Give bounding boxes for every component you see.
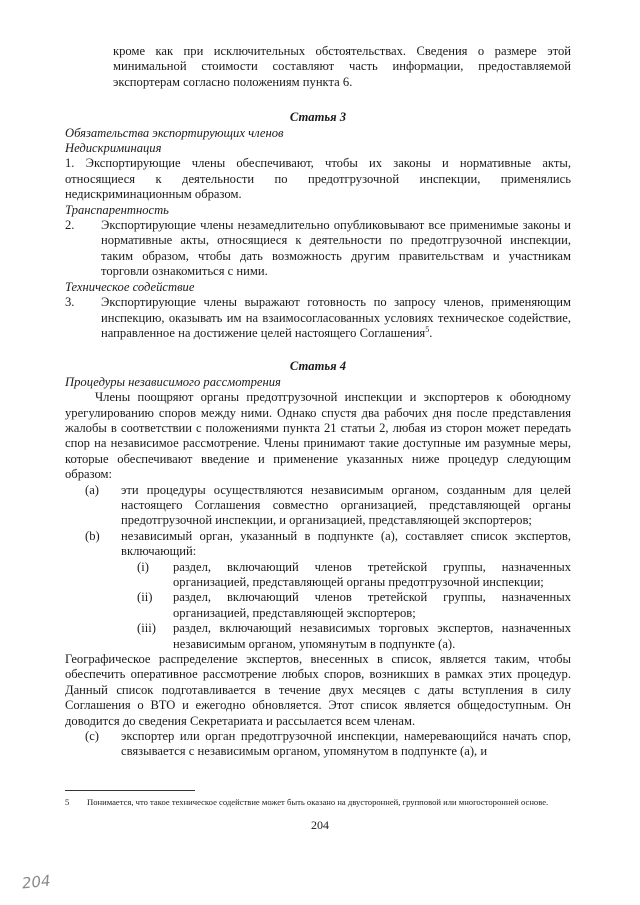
geographic-distribution-paragraph: Географическое распределение экспертов, внесенных в список, является таким, чтобы обеспечить оперативное рассмотрение любых споров, возникших в рамках этих процедур. Данный список подготавливается в течение двух месяцев с даты вступления в силу Соглашения о ВТО и ежегодно обновляется. Этот список является общедоступным. Он доводится до сведения Секретариата и рассылается всем членам. bbox=[65, 652, 571, 728]
article-4-intro: Члены поощряют органы предотгрузочной инспекции и экспортеров к обоюдному урегулированию споров между ними. Однако спустя два рабочих дня после представления жалобы в соответствии с положениями пункта 21 статьи 2, любая из сторон может передать спор на независимое рассмотрение. Члены принимают такие доступные им разумные меры, которые обеспечивают введение и применение указанных ниже процедур следующим образом: bbox=[65, 390, 571, 482]
item-text: эти процедуры осуществляются независимым органом, созданным для целей настоящего Соглашения совместно организацией, представляющей органы предотгрузочной инспекции, и организацией, представляющей экспортеров; bbox=[121, 482, 571, 528]
item-label: (b) bbox=[85, 528, 100, 543]
section-heading-technical-assistance: Техническое содействие bbox=[65, 279, 195, 294]
article-3-title: Статья 3 bbox=[289, 110, 347, 125]
item-c bbox=[85, 729, 571, 760]
item-text: раздел, включающий членов третейской группы, назначенных организацией, представляющей экспортеров; bbox=[173, 590, 571, 620]
section-heading-nondiscrimination: Недискриминация bbox=[65, 141, 162, 156]
section-heading-transparency: Транспарентность bbox=[65, 202, 169, 217]
footnote-number: 5 bbox=[65, 796, 70, 807]
continued-paragraph: кроме как при исключительных обстоятельствах. Сведения о размере этой минимальной стоимости составляют часть информации, предоставляемой экспортерам согласно положениям пункта 6. bbox=[113, 44, 571, 89]
footnote-text: Понимается, что такое техническое содействие может быть оказано на двусторонней, групповой или многосторонней основе. bbox=[87, 796, 549, 807]
paragraph-3-1: 1. Экспортирующие члены обеспечивают, чтобы их законы и нормативные акты, относящиеся к деятельности по предотгрузочной инспекции, применялись недискриминационным образом. bbox=[65, 156, 571, 202]
item-b bbox=[85, 529, 571, 560]
item-label: (ii) bbox=[137, 590, 153, 605]
paragraph-text: Экспортирующие члены незамедлительно опубликовывают все применимые законы и нормативные акты, относящиеся к деятельности по предотгрузочной инспекции, таким образом, чтобы дать возможность другим правительствам и участникам торговли ознакомиться с ними. bbox=[101, 218, 571, 279]
page-number: 204 bbox=[311, 818, 329, 832]
paragraph-body: Экспортирующие члены выражают готовность по запросу членов, применяющим инспекцию, оказывать им на взаимосогласованных условиях техническое содействие, направленное на достижение целей настоящего Соглашения bbox=[101, 295, 571, 340]
article-3-subtitle: Обязательства экспортирующих членов bbox=[65, 125, 284, 140]
footnote-divider bbox=[65, 790, 195, 791]
article-4-title: Статья 4 bbox=[289, 359, 347, 374]
item-text: экспортер или орган предотгрузочной инспекции, намеревающийся начать спор, связывается с независимым органом, упомянутом в подпункте (a), и bbox=[121, 729, 571, 759]
item-b-iii bbox=[137, 621, 571, 652]
item-label: (c) bbox=[85, 729, 99, 744]
paragraph-3-2 bbox=[65, 218, 571, 280]
article-4-subtitle: Процедуры независимого рассмотрения bbox=[65, 374, 281, 389]
paragraph-text bbox=[101, 295, 571, 341]
item-b-i bbox=[137, 560, 571, 591]
paragraph-number: 3. bbox=[65, 295, 75, 310]
footnote bbox=[65, 797, 571, 808]
paragraph-number: 2. bbox=[65, 218, 75, 233]
item-label: (i) bbox=[137, 559, 149, 574]
item-label: (iii) bbox=[137, 621, 156, 636]
footnote-ref[interactable]: 5 bbox=[425, 324, 430, 334]
item-text: раздел, включающий независимых торговых экспертов, назначенных независимым органом, упомянутым в подпункте (a). bbox=[173, 621, 571, 651]
item-label: (a) bbox=[85, 482, 99, 497]
page-content bbox=[65, 44, 571, 808]
item-text: раздел, включающий членов третейской группы, назначенных организацией, представляющей органы предотгрузочной инспекции; bbox=[173, 559, 571, 589]
paragraph-end: . bbox=[429, 325, 433, 340]
handwritten-page-number: 204 bbox=[21, 871, 52, 893]
paragraph-3-3 bbox=[65, 295, 571, 341]
item-a bbox=[85, 483, 571, 529]
item-text: независимый орган, указанный в подпункте (a), составляет список экспертов, включающий: bbox=[121, 528, 571, 559]
item-b-ii bbox=[137, 590, 571, 621]
